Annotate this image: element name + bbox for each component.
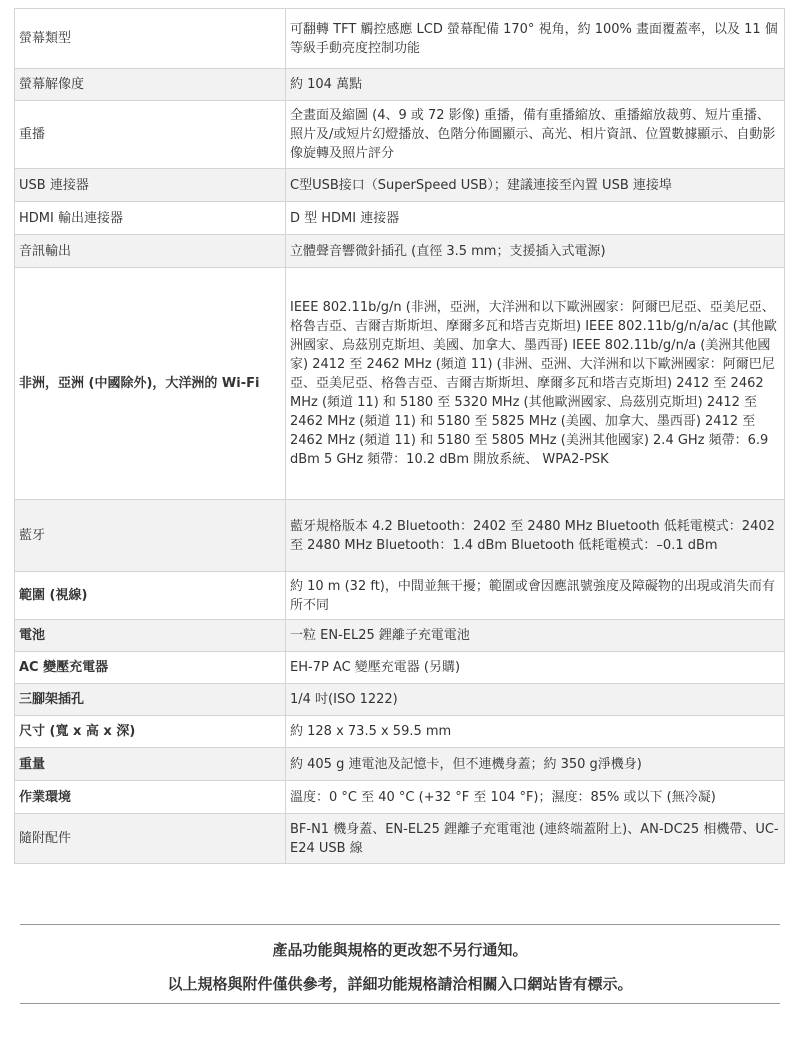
spec-value: BF-N1 機身蓋、EN-EL25 鋰離子充電電池 (連終端蓋附上)、AN-DC25 相機帶、UC-E24 USB 線 bbox=[286, 814, 785, 864]
spec-label: 作業環境 bbox=[15, 781, 286, 814]
spec-label: AC 變壓充電器 bbox=[15, 652, 286, 684]
spec-row-ac-adapter bbox=[15, 652, 785, 684]
spec-row-weight bbox=[15, 748, 785, 781]
spec-row-operating-environment bbox=[15, 781, 785, 814]
spec-label: HDMI 輸出連接器 bbox=[15, 202, 286, 235]
spec-value: 立體聲音響微針插孔 (直徑 3.5 mm；支援插入式電源) bbox=[286, 235, 785, 268]
spec-label: 重量 bbox=[15, 748, 286, 781]
spec-label: 非洲，亞洲 (中國除外)，大洋洲的 Wi-Fi bbox=[15, 268, 286, 500]
spec-row-playback bbox=[15, 101, 785, 169]
spec-label: USB 連接器 bbox=[15, 169, 286, 202]
spec-value: 約 128 x 73.5 x 59.5 mm bbox=[286, 716, 785, 748]
spec-value: 全畫面及縮圖 (4、9 或 72 影像) 重播，備有重播縮放、重播縮放裁剪、短片重播、照片及/或短片幻燈播放、色階分佈圖顯示、高光、相片資訊、位置數據顯示、自動影像旋轉及照片評分 bbox=[286, 101, 785, 169]
spec-label: 隨附配件 bbox=[15, 814, 286, 864]
spec-value: 約 405 g 連電池及記憶卡，但不連機身蓋；約 350 g淨機身) bbox=[286, 748, 785, 781]
spec-value: IEEE 802.11b/g/n (非洲，亞洲，大洋洲和以下歐洲國家：阿爾巴尼亞、亞美尼亞、格魯吉亞、吉爾吉斯斯坦、摩爾多瓦和塔吉克斯坦) IEEE 802.11b/g/n/a/ac (其他歐洲國家、烏茲別克斯坦、美國、加拿大、墨西哥) IEEE 802.11b/g/n/a (美洲其他國家) 2412 至 2462 MHz (頻道 11) (非洲、亞洲、大洋洲和以下歐洲國家：阿爾巴尼亞、亞美尼亞、格魯吉亞、吉爾吉斯斯坦、摩爾多瓦和塔吉克斯坦) 2412 至 2462 MHz (頻道 11) 和 5180 至 5320 MHz (其他歐洲國家、烏茲別克斯坦) 2412 至 2462 MHz (頻道 11) 和 5180 至 5825 MHz (美國、加拿大、墨西哥) 2412 至 2462 MHz (頻道 11) 和 5180 至 5805 MHz (美洲其他國家) 2.4 GHz 頻帶：6.9 dBm 5 GHz 頻帶：10.2 dBm 開放系統、 WPA2-PSK bbox=[286, 268, 785, 500]
spec-row-battery bbox=[15, 620, 785, 652]
spec-row-usb bbox=[15, 169, 785, 202]
spec-label: 重播 bbox=[15, 101, 286, 169]
spec-label: 音訊輸出 bbox=[15, 235, 286, 268]
spec-value: 可翻轉 TFT 觸控感應 LCD 螢幕配備 170° 視角，約 100% 畫面覆蓋率，以及 11 個等級手動亮度控制功能 bbox=[286, 9, 785, 69]
spec-label: 範圍 (視線) bbox=[15, 572, 286, 620]
spec-value: 1/4 吋(ISO 1222) bbox=[286, 684, 785, 716]
disclaimer-change-notice: 產品功能與規格的更改恕不另行通知。 bbox=[272, 941, 528, 959]
spec-value: 一粒 EN-EL25 鋰離子充電電池 bbox=[286, 620, 785, 652]
spec-row-bluetooth bbox=[15, 500, 785, 572]
spec-value: 約 10 m (32 ft)，中間並無干擾；範圍或會因應訊號強度及障礙物的出現或消失而有所不同 bbox=[286, 572, 785, 620]
spec-row-hdmi bbox=[15, 202, 785, 235]
spec-label: 螢幕解像度 bbox=[15, 69, 286, 101]
spec-row-tripod-socket bbox=[15, 684, 785, 716]
spec-value: D 型 HDMI 連接器 bbox=[286, 202, 785, 235]
disclaimer-footer bbox=[20, 924, 780, 1004]
spec-value: 溫度：0 °C 至 40 °C (+32 °F 至 104 °F)；濕度：85% 或以下 (無冷凝) bbox=[286, 781, 785, 814]
spec-value: 藍牙規格版本 4.2 Bluetooth：2402 至 2480 MHz Bluetooth 低耗電模式：2402 至 2480 MHz Bluetooth：1.4 dBm Bluetooth 低耗電模式：–0.1 dBm bbox=[286, 500, 785, 572]
spec-table bbox=[14, 8, 785, 864]
spec-label: 螢幕類型 bbox=[15, 9, 286, 69]
spec-value: 約 104 萬點 bbox=[286, 69, 785, 101]
spec-row-screen-type bbox=[15, 9, 785, 69]
spec-row-accessories bbox=[15, 814, 785, 864]
spec-row-range bbox=[15, 572, 785, 620]
spec-label: 三腳架插孔 bbox=[15, 684, 286, 716]
disclaimer-reference-notice: 以上規格與附件僅供參考，詳細功能規格請洽相關入口網站皆有標示。 bbox=[167, 975, 633, 993]
spec-row-screen-resolution bbox=[15, 69, 785, 101]
spec-label: 電池 bbox=[15, 620, 286, 652]
spec-row-dimensions bbox=[15, 716, 785, 748]
spec-value: C型USB接口（SuperSpeed USB）；建議連接至內置 USB 連接埠 bbox=[286, 169, 785, 202]
spec-value: EH-7P AC 變壓充電器 (另購) bbox=[286, 652, 785, 684]
spec-row-audio-output bbox=[15, 235, 785, 268]
spec-label: 藍牙 bbox=[15, 500, 286, 572]
spec-row-wifi bbox=[15, 268, 785, 500]
spec-label: 尺寸 (寬 x 高 x 深) bbox=[15, 716, 286, 748]
